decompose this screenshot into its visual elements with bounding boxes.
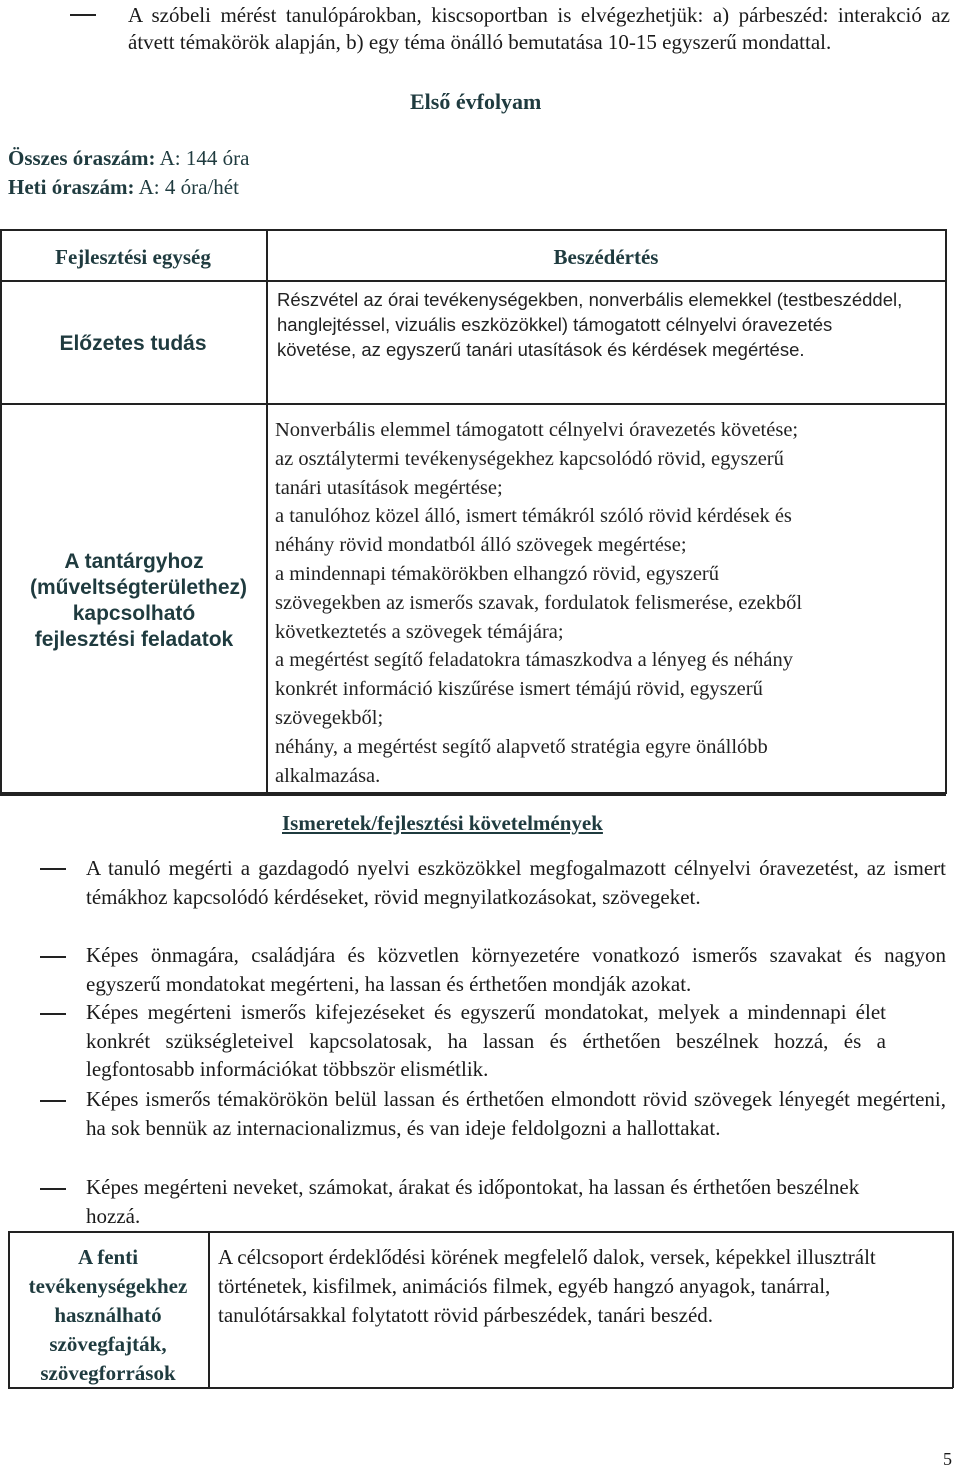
table-right-border (945, 229, 947, 794)
task-line: szövegekben az ismerős szavak, fordulatok felismerése, ezekből (275, 591, 803, 614)
task-line: szövegekből; (275, 706, 384, 729)
task-line: következtetés a szövegek témájára; (275, 620, 564, 643)
table-row-divider-1 (0, 280, 946, 282)
task-line: a mindennapi témakörökben elhangzó rövid, egyszerű (275, 562, 720, 585)
development-tasks-text (275, 416, 940, 790)
table-row-divider-2 (0, 403, 946, 405)
task-line: alkalmazása. (275, 764, 381, 787)
header-right: Beszédértés (553, 245, 659, 269)
table-left-border (0, 229, 2, 794)
table-middle-border (266, 229, 268, 794)
task-line: a megértést segítő feladatokra támaszkodva a lényeg és néhány (275, 649, 793, 672)
task-line: néhány rövid mondatból álló szövegek megértése; (275, 534, 687, 557)
bullet-dash (70, 14, 96, 16)
page-number: 5 (943, 1449, 952, 1469)
weekly-hours-label: Heti óraszám: (8, 175, 135, 199)
text-sources-text: A célcsoport érdeklődési körének megfelelő dalok, versek, képekkel illusztrált történetek, kisfilmek, animációs filmek, egyéb hangzó anyagok, tanárral, tanulótársakkal folytatott rövid párbeszédek, tanári beszéd. (218, 1245, 876, 1327)
prior-knowledge-label: Előzetes tudás (59, 332, 207, 355)
bullet-dash (40, 1013, 66, 1015)
weekly-hours-value: A: 4 óra/hét (138, 175, 239, 199)
total-hours-label: Összes óraszám: (8, 146, 156, 170)
bottom-table-top (8, 1231, 953, 1233)
bottom-table-middle (208, 1231, 210, 1388)
grade-title: Első évfolyam (410, 89, 542, 114)
total-hours (8, 146, 249, 171)
task-line: a tanulóhoz közel álló, ismert témákról szóló rövid kérdések és (275, 505, 792, 528)
requirement-item: Képes megérteni neveket, számokat, árakat és időpontokat, ha lassan és érthetően beszélnek hozzá. (86, 1175, 860, 1228)
development-tasks-label: A tantárgyhoz (műveltségterülethez) kapcsolható fejlesztési feladatok (30, 550, 248, 651)
total-hours-value: A: 144 óra (159, 146, 250, 170)
bullet-dash (40, 1188, 66, 1190)
bullet-dash (40, 956, 66, 958)
task-line: Nonverbális elemmel támogatott célnyelvi óravezetés követése; (275, 419, 799, 441)
prior-knowledge-text: Részvétel az órai tevékenységekben, nonverbális elemekkel (testbeszéddel, hanglejtéssel, vizuális eszközökkel) támogatott célnyelvi óravezetés követése, az egyszerű tanári utasítások és kérdések megértése. (277, 289, 903, 360)
table-bottom-border (0, 792, 946, 796)
bullet-dash (40, 868, 66, 870)
task-line: konkrét információ kiszűrése ismert témájú rövid, egyszerű (275, 678, 763, 701)
header-left: Fejlesztési egység (55, 245, 211, 269)
requirement-item: Képes ismerős témakörökön belül lassan és érthetően elmondott rövid szövegek lényegét megérteni, ha sok bennük az internacionalizmus, és van ideje feldolgozni a hallottakat. (86, 1087, 946, 1140)
text-sources-label: A fenti tevékenységekhez használható szövegfajták, szövegforrások (28, 1245, 188, 1385)
requirement-item: Képes megérteni ismerős kifejezéseket és egyszerű mondatokat, melyek a mindennapi élet konkrét szükségleteivel kapcsolatosak, ha lassan és érthetően beszélnek hozzá, és a legfontosabb információkat többször elismétlik. (86, 1000, 886, 1081)
requirements-title: Ismeretek/fejlesztési követelmények (282, 811, 603, 835)
task-line: tanári utasítások megértése; (275, 476, 503, 499)
table-top-border (0, 229, 946, 231)
requirement-item: Képes önmagára, családjára és közvetlen környezetére vonatkozó ismerős szavakat és nagyon egyszerű mondatokat megérteni, ha lassan és érthetően mondják azokat. (86, 943, 946, 996)
weekly-hours (8, 175, 239, 200)
task-line: néhány, a megértést segítő alapvető stratégia egyre önállóbb (275, 735, 768, 758)
top-bullet-text: A szóbeli mérést tanulópárokban, kiscsoportban is elvégezhetjük: a) párbeszéd: interakció az átvett témakörök alapján, b) egy téma önálló bemutatása 10-15 egyszerű mondattal. (128, 3, 950, 54)
requirement-item: A tanuló megérti a gazdagodó nyelvi eszközökkel megfogalmazott célnyelvi óravezetést, az ismert témákhoz kapcsolódó kérdéseket, rövid megnyilatkozásokat, szövegeket. (86, 856, 946, 909)
task-line: az osztálytermi tevékenységekhez kapcsolódó rövid, egyszerű (275, 447, 784, 470)
bottom-table-right (952, 1231, 954, 1388)
bullet-dash (40, 1100, 66, 1102)
